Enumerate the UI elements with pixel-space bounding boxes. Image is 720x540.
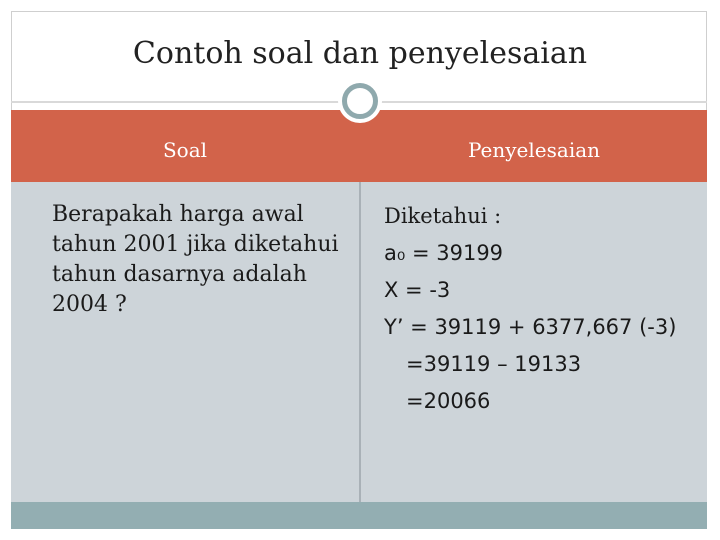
- circle-ornament-icon: [338, 79, 382, 123]
- solution-line-x: X = -3: [384, 278, 451, 302]
- question-text: Berapakah harga awal tahun 2001 jika diketahui tahun dasarnya adalah 2004 ?: [52, 202, 339, 317]
- solution-line-given: Diketahui :: [384, 204, 502, 228]
- solution-line-y: Y’ = 39119 + 6377,667 (-3): [384, 315, 677, 339]
- solution-line-a0: a₀ = 39199: [384, 241, 504, 265]
- solution-line-result: =20066: [406, 389, 491, 413]
- column-divider: [359, 182, 361, 502]
- solution-cell: [384, 198, 704, 420]
- slide-title: Contoh soal dan penyelesaian: [132, 36, 588, 71]
- solution-line-step: =39119 – 19133: [406, 352, 582, 376]
- header-penyelesaian: Penyelesaian: [467, 138, 601, 162]
- header-soal: Soal: [162, 138, 208, 162]
- footer-bar: [11, 502, 707, 529]
- circle-ring: [342, 83, 378, 119]
